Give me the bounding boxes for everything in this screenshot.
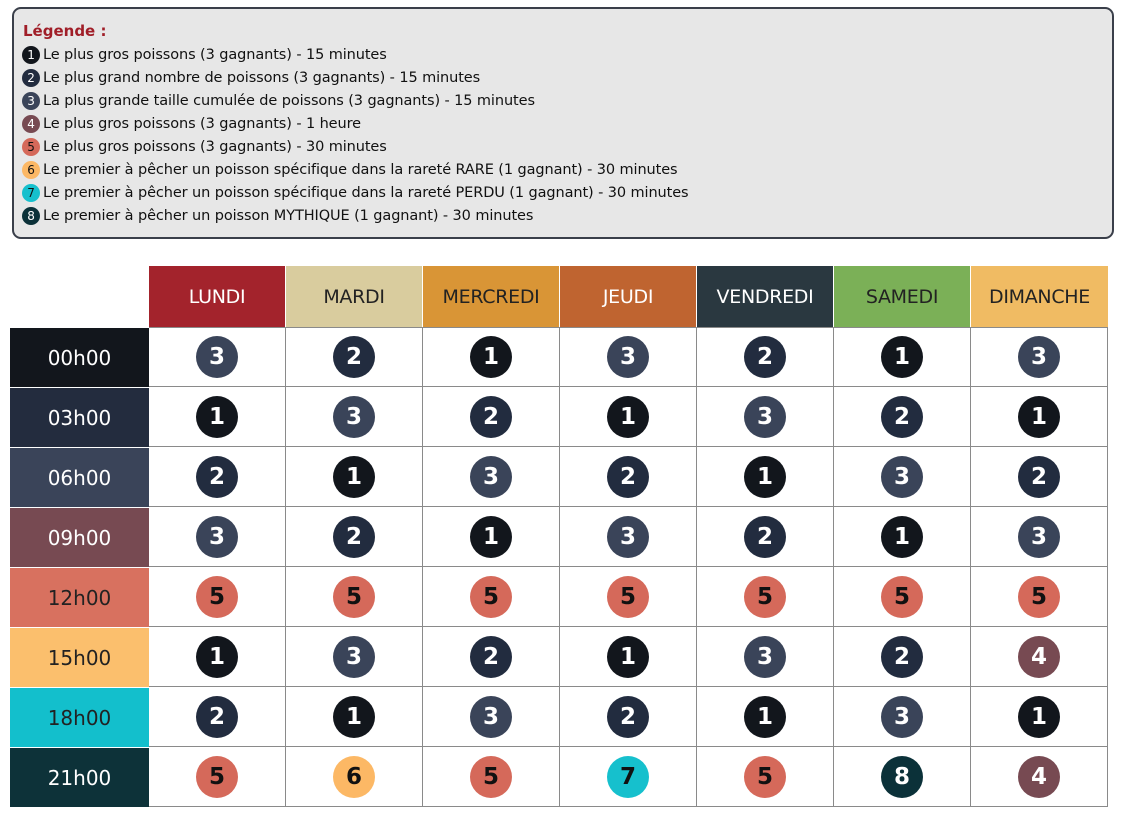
schedule-cell <box>286 567 423 627</box>
event-number-badge: 2 <box>881 636 923 678</box>
schedule-cell <box>697 567 834 627</box>
table-row <box>10 447 1108 507</box>
schedule-cell <box>423 387 560 447</box>
time-slot-label: 21h00 <box>10 747 149 807</box>
event-number-badge: 1 <box>470 336 512 378</box>
legend-item <box>22 181 1112 204</box>
event-number-badge: 2 <box>607 696 649 738</box>
schedule-cell <box>834 567 971 627</box>
schedule-cell <box>286 687 423 747</box>
day-header: VENDREDI <box>697 266 834 327</box>
event-number-badge: 2 <box>333 336 375 378</box>
table-corner <box>10 266 149 327</box>
legend-text: Le plus gros poissons (3 gagnants) - 15 minutes <box>43 46 387 63</box>
day-header: DIMANCHE <box>971 266 1108 327</box>
event-number-badge: 3 <box>470 696 512 738</box>
event-number-badge: 2 <box>881 396 923 438</box>
schedule-cell <box>834 507 971 567</box>
schedule-cell <box>560 687 697 747</box>
day-header: LUNDI <box>149 266 286 327</box>
schedule-cell <box>286 447 423 507</box>
schedule-cell <box>834 687 971 747</box>
legend-badge: 6 <box>22 161 40 179</box>
legend-badge: 2 <box>22 69 40 87</box>
schedule-cell <box>834 447 971 507</box>
event-number-badge: 3 <box>1018 516 1060 558</box>
schedule-cell <box>971 507 1108 567</box>
event-number-badge: 5 <box>470 576 512 618</box>
schedule-cell <box>834 627 971 687</box>
legend-item <box>22 158 1112 181</box>
event-number-badge: 3 <box>744 396 786 438</box>
event-number-badge: 3 <box>333 636 375 678</box>
schedule-cell <box>286 627 423 687</box>
schedule-cell <box>971 627 1108 687</box>
schedule-cell <box>560 327 697 387</box>
schedule-cell <box>149 687 286 747</box>
event-number-badge: 2 <box>470 396 512 438</box>
schedule-cell <box>423 327 560 387</box>
table-header-row <box>10 266 1108 327</box>
legend-badge: 7 <box>22 184 40 202</box>
schedule-cell <box>560 627 697 687</box>
event-number-badge: 5 <box>470 756 512 798</box>
schedule-cell <box>149 567 286 627</box>
event-number-badge: 1 <box>744 696 786 738</box>
event-number-badge: 3 <box>196 516 238 558</box>
schedule-cell <box>834 387 971 447</box>
event-number-badge: 5 <box>333 576 375 618</box>
event-number-badge: 2 <box>333 516 375 558</box>
time-slot-label: 06h00 <box>10 447 149 507</box>
legend-item <box>22 89 1112 112</box>
event-number-badge: 3 <box>744 636 786 678</box>
legend-text: Le plus gros poissons (3 gagnants) - 1 heure <box>43 115 361 132</box>
schedule-cell <box>560 747 697 807</box>
legend-list <box>22 43 1112 227</box>
schedule-cell <box>286 327 423 387</box>
legend-text: Le premier à pêcher un poisson spécifique dans la rareté RARE (1 gagnant) - 30 minutes <box>43 161 678 178</box>
time-slot-label: 12h00 <box>10 567 149 627</box>
time-slot-label: 18h00 <box>10 687 149 747</box>
legend-badge: 3 <box>22 92 40 110</box>
schedule-cell <box>697 327 834 387</box>
event-number-badge: 3 <box>607 516 649 558</box>
legend-item <box>22 66 1112 89</box>
event-number-badge: 3 <box>881 456 923 498</box>
day-header: JEUDI <box>560 266 697 327</box>
schedule-cell <box>834 747 971 807</box>
schedule-cell <box>560 387 697 447</box>
legend-badge: 5 <box>22 138 40 156</box>
event-number-badge: 2 <box>744 336 786 378</box>
schedule-cell <box>971 327 1108 387</box>
schedule-cell <box>971 387 1108 447</box>
schedule-cell <box>149 387 286 447</box>
schedule-cell <box>971 447 1108 507</box>
event-number-badge: 5 <box>744 756 786 798</box>
event-number-badge: 5 <box>607 576 649 618</box>
event-number-badge: 1 <box>196 636 238 678</box>
event-number-badge: 4 <box>1018 636 1060 678</box>
event-number-badge: 1 <box>607 636 649 678</box>
schedule-cell <box>286 507 423 567</box>
legend-item <box>22 43 1112 66</box>
schedule-cell <box>697 387 834 447</box>
schedule-cell <box>423 627 560 687</box>
event-number-badge: 1 <box>881 336 923 378</box>
schedule-cell <box>423 447 560 507</box>
event-number-badge: 2 <box>744 516 786 558</box>
event-number-badge: 5 <box>1018 576 1060 618</box>
schedule-cell <box>423 687 560 747</box>
legend-item <box>22 112 1112 135</box>
event-number-badge: 2 <box>470 636 512 678</box>
schedule-cell <box>697 627 834 687</box>
legend-text: Le premier à pêcher un poisson spécifique dans la rareté PERDU (1 gagnant) - 30 minutes <box>43 184 689 201</box>
time-slot-label: 15h00 <box>10 627 149 687</box>
event-number-badge: 3 <box>196 336 238 378</box>
event-number-badge: 1 <box>196 396 238 438</box>
legend-badge: 4 <box>22 115 40 133</box>
event-number-badge: 1 <box>881 516 923 558</box>
schedule-cell <box>697 747 834 807</box>
schedule-cell <box>423 567 560 627</box>
schedule-cell <box>423 747 560 807</box>
event-number-badge: 7 <box>607 756 649 798</box>
event-number-badge: 5 <box>196 576 238 618</box>
event-number-badge: 3 <box>333 396 375 438</box>
schedule-table <box>10 266 1108 807</box>
table-row <box>10 507 1108 567</box>
legend-text: Le plus gros poissons (3 gagnants) - 30 minutes <box>43 138 387 155</box>
event-number-badge: 1 <box>333 696 375 738</box>
schedule-cell <box>560 447 697 507</box>
event-number-badge: 3 <box>1018 336 1060 378</box>
legend-text: La plus grande taille cumulée de poissons (3 gagnants) - 15 minutes <box>43 92 535 109</box>
table-row <box>10 627 1108 687</box>
legend-badge: 8 <box>22 207 40 225</box>
legend-box <box>12 7 1114 239</box>
table-row <box>10 567 1108 627</box>
schedule-cell <box>286 387 423 447</box>
table-row <box>10 687 1108 747</box>
schedule-cell <box>971 567 1108 627</box>
schedule-cell <box>697 687 834 747</box>
schedule-cell <box>149 507 286 567</box>
event-number-badge: 2 <box>607 456 649 498</box>
event-number-badge: 5 <box>881 576 923 618</box>
schedule-cell <box>697 507 834 567</box>
schedule-cell <box>149 327 286 387</box>
event-number-badge: 4 <box>1018 756 1060 798</box>
event-number-badge: 1 <box>1018 396 1060 438</box>
table-body <box>10 327 1108 807</box>
schedule-cell <box>149 627 286 687</box>
event-number-badge: 2 <box>196 696 238 738</box>
schedule-cell <box>560 567 697 627</box>
event-number-badge: 3 <box>470 456 512 498</box>
day-header: MARDI <box>286 266 423 327</box>
legend-item <box>22 135 1112 158</box>
day-header: SAMEDI <box>834 266 971 327</box>
legend-title: Légende : <box>23 22 107 40</box>
legend-item <box>22 204 1112 227</box>
event-number-badge: 1 <box>744 456 786 498</box>
schedule-cell <box>560 507 697 567</box>
time-slot-label: 03h00 <box>10 387 149 447</box>
schedule-cell <box>149 447 286 507</box>
event-number-badge: 8 <box>881 756 923 798</box>
event-number-badge: 2 <box>196 456 238 498</box>
legend-text: Le plus grand nombre de poissons (3 gagnants) - 15 minutes <box>43 69 481 86</box>
schedule-cell <box>971 747 1108 807</box>
event-number-badge: 2 <box>1018 456 1060 498</box>
event-number-badge: 3 <box>607 336 649 378</box>
legend-badge: 1 <box>22 46 40 64</box>
day-header: MERCREDI <box>423 266 560 327</box>
schedule-cell <box>834 327 971 387</box>
schedule-cell <box>971 687 1108 747</box>
event-number-badge: 1 <box>333 456 375 498</box>
time-slot-label: 00h00 <box>10 327 149 387</box>
table-row <box>10 327 1108 387</box>
legend-text: Le premier à pêcher un poisson MYTHIQUE (1 gagnant) - 30 minutes <box>43 207 534 224</box>
schedule-cell <box>286 747 423 807</box>
event-number-badge: 6 <box>333 756 375 798</box>
event-number-badge: 5 <box>744 576 786 618</box>
event-number-badge: 3 <box>881 696 923 738</box>
schedule-cell <box>149 747 286 807</box>
schedule-cell <box>697 447 834 507</box>
event-number-badge: 1 <box>470 516 512 558</box>
table-row <box>10 387 1108 447</box>
event-number-badge: 1 <box>1018 696 1060 738</box>
time-slot-label: 09h00 <box>10 507 149 567</box>
event-number-badge: 1 <box>607 396 649 438</box>
schedule-cell <box>423 507 560 567</box>
table-row <box>10 747 1108 807</box>
event-number-badge: 5 <box>196 756 238 798</box>
